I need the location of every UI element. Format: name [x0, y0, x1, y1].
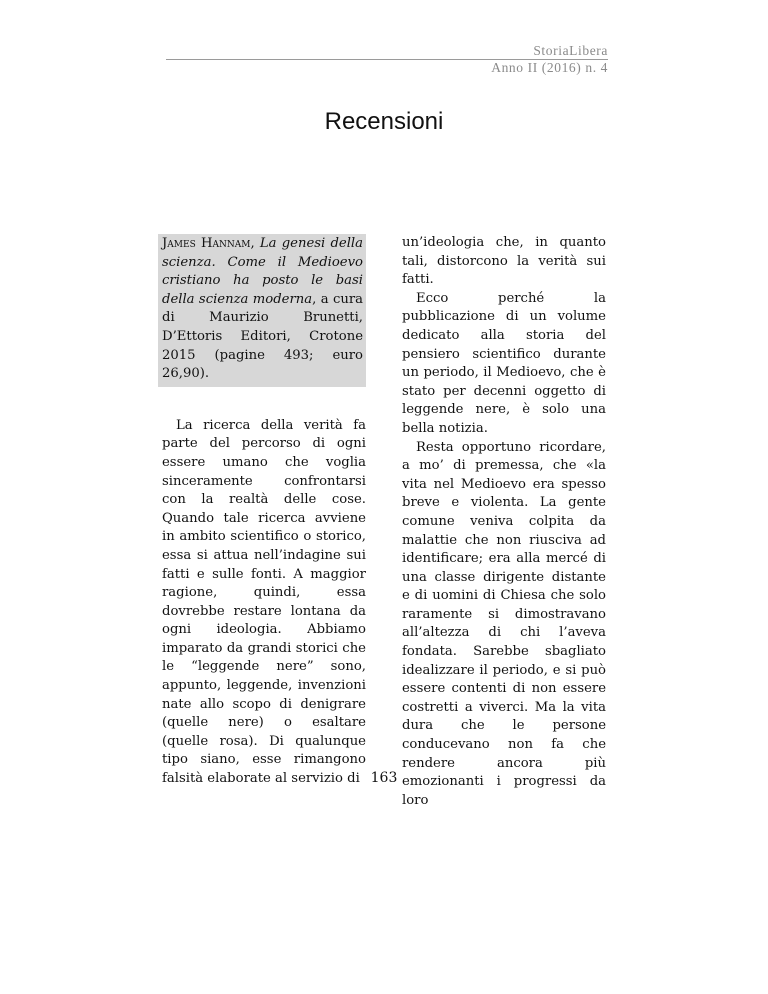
- header-rule: [166, 59, 608, 60]
- book-details: , a cura di Maurizio Brunetti, D’Ettoris Editori, Crotone 2015 (pagine 493; euro 26,90).: [162, 291, 363, 382]
- issue-info: Anno II (2016) n. 4: [491, 60, 608, 75]
- paragraph: Resta opportuno ricordare, a mo’ di premessa, che «la vita nel Medioevo era spesso breve e violenta. La gente comune veniva colpita da malattie che non riusciva ad identificare; era alla mercé di una classe dirigente distante e di uomini di Chiesa che solo raramente si dimostravano all’altezza di chi l’aveva fondata. Sarebbe sbagliato idealizzare il periodo, e si può essere contenti di non essere costretti a viverci. Ma la vita dura che le persone conducevano non fa che rendere ancora più emozionanti i progressi da loro: [402, 439, 606, 808]
- paragraph: La ricerca della verità fa parte del percorso di ogni essere umano che voglia sinceramente confrontarsi con la realtà delle cose. Quando tale ricerca avviene in ambito scientifico o storico, essa si attua nell’indagine sui fatti e sulle fonti. A maggior ragione, quindi, essa dovrebbe restare lontana da ogni ideologia. Abbiamo imparato da grandi storici che le “leggende nere” sono, appunto, leggende, invenzioni nate allo scopo di denigrare (quelle nere) o esaltare (quelle rosa). Di qualunque tipo siano, esse rimangono falsità elaborate al servizio di: [162, 417, 366, 787]
- section-title: Recensioni: [324, 108, 444, 135]
- right-column: [402, 234, 606, 810]
- page-number: 163: [370, 770, 398, 786]
- book-title: La genesi della scienza. Come il Medioevo cristiano ha posto le basi della scienza moderna: [162, 236, 363, 307]
- journal-name: StoriaLibera: [533, 43, 608, 58]
- paragraph-continuation: un’ideologia che, in quanto tali, distorcono la verità sui fatti.: [402, 235, 606, 288]
- spacer: [162, 387, 366, 417]
- book-author: James Hannam: [162, 236, 251, 251]
- book-reference: [158, 234, 366, 387]
- left-column: [162, 234, 366, 789]
- reference-separator: ,: [250, 236, 260, 251]
- paragraph: Ecco perché la pubblicazione di un volume dedicato alla storia del pensiero scientifico durante un periodo, il Medioevo, che è stato per decenni oggetto di leggende nere, è solo una bella notizia.: [402, 290, 606, 436]
